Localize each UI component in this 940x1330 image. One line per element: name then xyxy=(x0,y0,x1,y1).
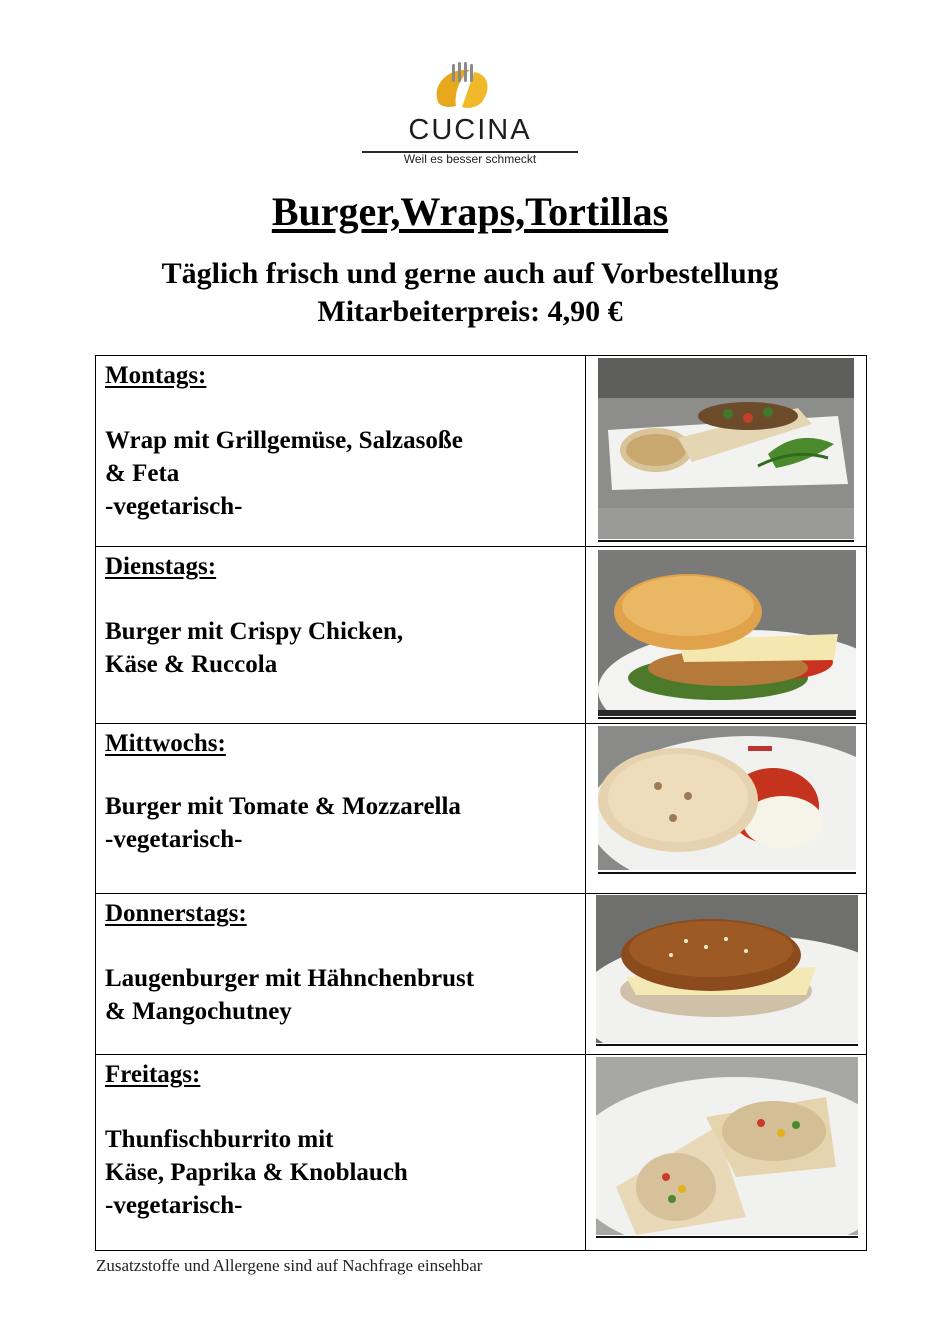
pretzel-chicken-burger-photo xyxy=(596,895,858,1043)
page-subtitle xyxy=(0,255,940,331)
menu-description xyxy=(105,424,463,523)
weekly-menu-table xyxy=(95,355,867,1251)
menu-description xyxy=(105,1123,408,1222)
menu-row-mittwochs xyxy=(96,724,866,894)
menu-row-freitags xyxy=(96,1055,866,1250)
menu-text-cell xyxy=(96,894,586,1054)
menu-image-cell xyxy=(586,724,866,893)
menu-day: Mittwochs: xyxy=(105,730,226,757)
menu-day: Dienstags: xyxy=(105,553,217,580)
crispy-chicken-burger-photo xyxy=(598,550,856,716)
menu-line: Burger mit Crispy Chicken, xyxy=(105,618,404,645)
tomato-mozzarella-burger-photo xyxy=(598,726,856,870)
menu-image-cell xyxy=(586,1055,866,1250)
brand-logo xyxy=(360,62,580,172)
grilled-vegetable-wrap-photo xyxy=(598,358,854,539)
menu-image-cell xyxy=(586,894,866,1054)
menu-line: Thunfischburrito mit xyxy=(105,1126,334,1153)
menu-image-cell xyxy=(586,547,866,723)
menu-day: Montags: xyxy=(105,362,207,389)
photo-shadow xyxy=(598,717,856,719)
brand-name: CUCINA xyxy=(408,114,532,146)
menu-row-montags xyxy=(96,356,866,547)
page-title: Burger,Wraps,Tortillas xyxy=(271,189,669,234)
menu-day: Donnerstags: xyxy=(105,900,247,927)
price-line: Mitarbeiterpreis: 4,90 € xyxy=(317,295,623,328)
menu-image-cell xyxy=(586,356,866,546)
allergen-note: Zusatzstoffe und Allergene sind auf Nachfrage einsehbar xyxy=(96,1256,483,1275)
menu-text-cell xyxy=(96,724,586,893)
photo-shadow xyxy=(598,872,856,874)
menu-description xyxy=(105,615,403,681)
menu-line: & Feta xyxy=(105,460,180,487)
menu-row-donnerstags xyxy=(96,894,866,1055)
menu-line: -vegetarisch- xyxy=(105,1192,243,1219)
menu-text-cell xyxy=(96,356,586,546)
menu-line: Käse & Ruccola xyxy=(105,651,278,678)
photo-shadow xyxy=(596,1236,858,1238)
brand-tagline: Weil es besser schmeckt xyxy=(403,152,537,166)
menu-line: Laugenburger mit Hähnchenbrust xyxy=(105,965,475,992)
menu-line: -vegetarisch- xyxy=(105,493,243,520)
menu-line: & Mangochutney xyxy=(105,998,292,1025)
menu-line: Wrap mit Grillgemüse, Salzasoße xyxy=(105,427,463,454)
menu-text-cell xyxy=(96,547,586,723)
menu-description xyxy=(105,790,461,856)
menu-line: Käse, Paprika & Knoblauch xyxy=(105,1159,408,1186)
subtitle-line: Täglich frisch und gerne auch auf Vorbestellung xyxy=(161,257,779,290)
photo-shadow xyxy=(596,1044,858,1046)
menu-description xyxy=(105,962,474,1028)
photo-shadow xyxy=(598,540,854,542)
menu-line: Burger mit Tomate & Mozzarella xyxy=(105,793,461,820)
menu-text-cell xyxy=(96,1055,586,1250)
menu-line: -vegetarisch- xyxy=(105,826,243,853)
fork-plate-logo-icon xyxy=(430,62,500,114)
menu-row-dienstags xyxy=(96,547,866,724)
tuna-burrito-photo xyxy=(596,1057,858,1235)
menu-day: Freitags: xyxy=(105,1061,201,1088)
